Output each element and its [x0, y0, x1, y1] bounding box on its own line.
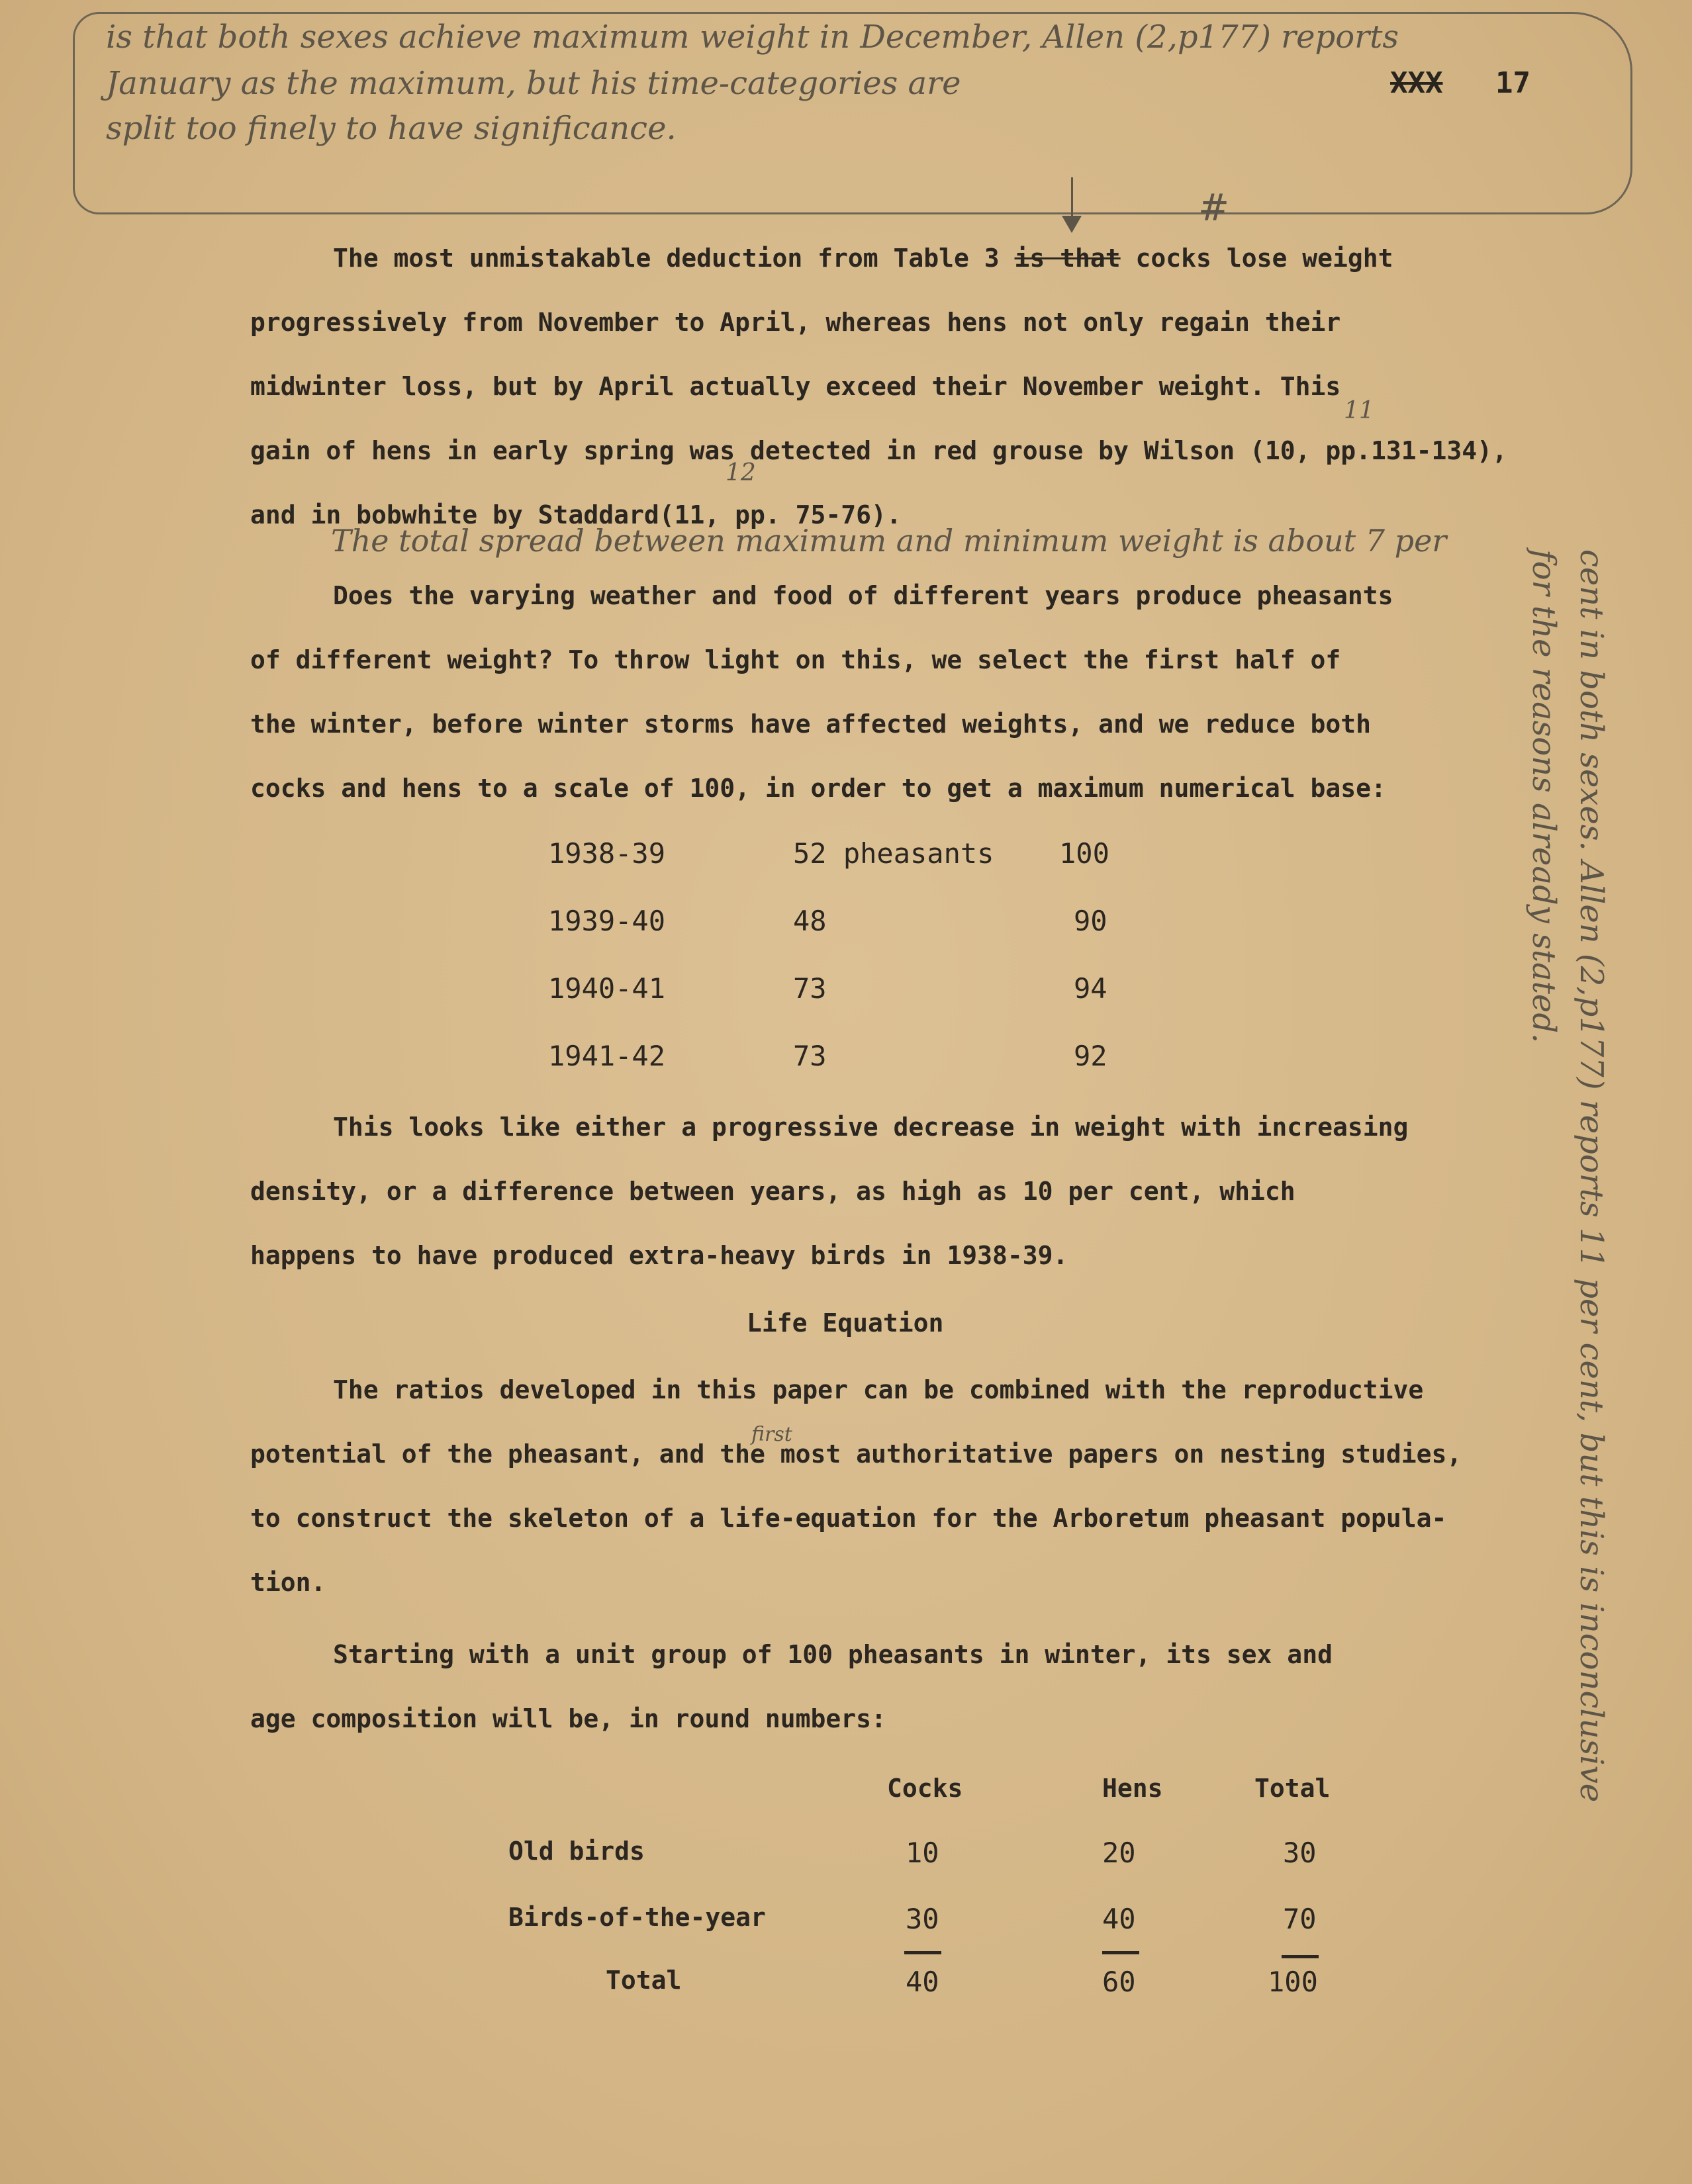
struck-text: is that — [1014, 244, 1121, 273]
handwritten-note-line-3: split too finely to have significance. — [106, 110, 677, 147]
paragraph-1-line-4: gain of hens in early spring was detected in red grouse by Wilson (10, pp.131-134), — [250, 436, 1507, 465]
paragraph-2 — [250, 564, 1508, 821]
scale-cell: 94 — [1074, 972, 1107, 1005]
count-cell: 48 — [793, 905, 827, 937]
text-span: The most unmistakable deduction from Table 3 — [333, 244, 1015, 273]
row-label: Total — [606, 1966, 682, 1995]
handwritten-interline-note: The total spread between maximum and minimum weight is about 7 per — [331, 523, 1447, 559]
column-header-hens: Hens — [1102, 1774, 1163, 1803]
page-number — [1390, 66, 1530, 100]
paragraph-4-line-2: potential of the pheasant, and the most authoritative papers on nesting studies, — [250, 1439, 1462, 1469]
sum-rule — [1102, 1951, 1139, 1954]
page-number-struck: XXX — [1390, 66, 1443, 100]
paragraph-4 — [250, 1358, 1508, 1615]
paragraph-4-line-4: tion. — [250, 1568, 326, 1597]
handwritten-note-line-2: January as the maximum, but his time-categories are — [106, 65, 961, 102]
hens-cell: 20 — [1102, 1837, 1136, 1869]
handwritten-side-note — [1520, 549, 1615, 1802]
cocks-cell: 30 — [906, 1903, 939, 1935]
paragraph-1-line-3: midwinter loss, but by April actually exceed their November weight. This — [250, 372, 1341, 401]
row-label: Birds-of-the-year — [508, 1903, 766, 1932]
count-cell: 52 pheasants — [793, 837, 994, 870]
paragraph-2-line-2: of different weight? To throw light on this, we select the first half of — [250, 645, 1341, 674]
side-note-line-1: cent in both sexes. Allen (2,p177) reports 11 per cent, but this is inconclusive — [1573, 549, 1610, 1803]
handwritten-superscript-12: 12 — [726, 459, 756, 486]
paragraph-1 — [250, 226, 1508, 547]
paragraph-3-line-2: density, or a difference between years, as high as 10 per cent, which — [250, 1177, 1295, 1206]
count-cell: 73 — [793, 972, 827, 1005]
total-cell: 100 — [1268, 1966, 1318, 1998]
total-cell: 30 — [1283, 1837, 1317, 1869]
hens-cell: 60 — [1102, 1966, 1136, 1998]
paragraph-3-line-3: happens to have produced extra-heavy birds in 1938-39. — [250, 1241, 1068, 1270]
paragraph-3 — [250, 1095, 1508, 1288]
side-note-line-2: for the reasons already stated. — [1525, 549, 1562, 1044]
sum-rule — [904, 1951, 941, 1954]
paragraph-1-line-5: and in bobwhite by Staddard(11, pp. 75-76). — [250, 500, 902, 529]
count-cell: 73 — [793, 1040, 827, 1072]
cocks-cell: 40 — [906, 1966, 939, 1998]
paragraph-4-line-1: The ratios developed in this paper can be combined with the reproductive — [333, 1375, 1424, 1404]
cocks-cell: 10 — [906, 1837, 939, 1869]
column-header-total: Total — [1254, 1774, 1331, 1803]
handwritten-superscript-11: 11 — [1344, 397, 1374, 424]
paragraph-2-line-1: Does the varying weather and food of different years produce pheasants — [333, 581, 1393, 610]
year-cell: 1941-42 — [548, 1040, 666, 1072]
text-span: cocks lose weight — [1120, 244, 1393, 273]
paragraph-5 — [250, 1623, 1508, 1751]
total-cell: 70 — [1283, 1903, 1317, 1935]
paragraph-2-line-3: the winter, before winter storms have affected weights, and we reduce both — [250, 709, 1371, 739]
scale-cell: 92 — [1074, 1040, 1107, 1072]
year-cell: 1940-41 — [548, 972, 666, 1005]
paragraph-4-line-3: to construct the skeleton of a life-equation for the Arboretum pheasant popula- — [250, 1504, 1447, 1533]
page-number-value: 17 — [1495, 66, 1530, 100]
sum-rule — [1282, 1955, 1319, 1958]
paragraph-2-line-4: cocks and hens to a scale of 100, in order to get a maximum numerical base: — [250, 774, 1386, 803]
year-cell: 1938-39 — [548, 837, 666, 870]
handwritten-paragraph-mark: # — [1198, 187, 1229, 230]
paragraph-3-line-1: This looks like either a progressive decrease in weight with increasing — [333, 1113, 1409, 1142]
scale-cell: 90 — [1074, 905, 1107, 937]
section-heading: Life Equation — [747, 1308, 944, 1338]
paragraph-5-line-1: Starting with a unit group of 100 pheasants in winter, its sex and — [333, 1640, 1333, 1669]
handwritten-note-line-1: is that both sexes achieve maximum weight in December, Allen (2,p177) reports — [106, 19, 1399, 56]
paragraph-1-line-1 — [250, 226, 1508, 291]
year-cell: 1939-40 — [548, 905, 666, 937]
hens-cell: 40 — [1102, 1903, 1136, 1935]
paragraph-1-line-2: progressively from November to April, whereas hens not only regain their — [250, 308, 1341, 337]
column-header-cocks: Cocks — [887, 1774, 963, 1803]
handwritten-insert-first: first — [751, 1423, 792, 1446]
scale-cell: 100 — [1059, 837, 1109, 870]
row-label: Old birds — [508, 1837, 645, 1866]
paragraph-5-line-2: age composition will be, in round numbers: — [250, 1704, 886, 1733]
insert-arrow-icon — [1071, 177, 1073, 230]
